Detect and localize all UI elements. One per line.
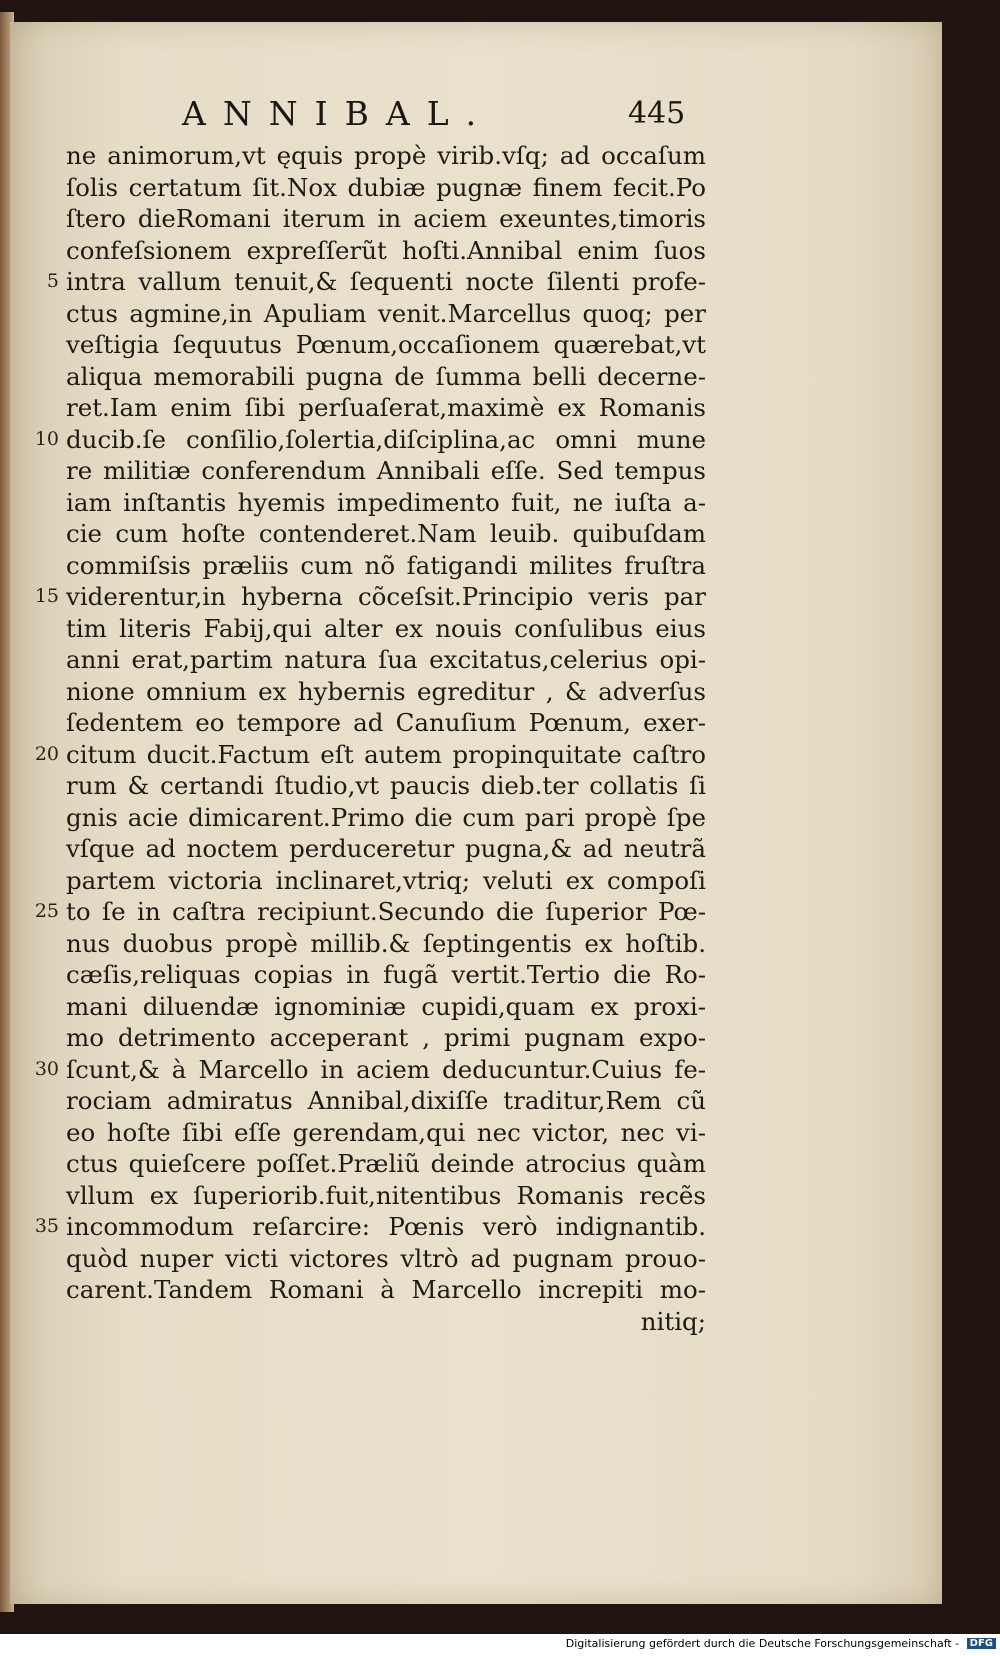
text-line: [66, 676, 706, 708]
text-line: [66, 172, 706, 204]
line-number: 35: [34, 1215, 59, 1237]
text-line: [66, 959, 706, 991]
line-text: cie cum hoſte contenderet.Nam leuib. quibuſdam: [66, 519, 706, 548]
text-line: [34, 581, 706, 613]
text-line: [34, 896, 706, 928]
text-line: [66, 833, 706, 865]
text-line: [66, 644, 706, 676]
line-text: ret.Iam enim ſibi perſuaſerat,maximè ex Romanis: [66, 393, 706, 422]
text-line: [66, 235, 706, 267]
text-line: [66, 1148, 706, 1180]
line-text: citum ducit.Factum eſt autem propinquitate caſtro: [66, 739, 706, 769]
line-text: ctus agmine,in Apuliam venit.Marcellus quoq; per: [66, 298, 706, 328]
line-text: rum & certandi ſtudio,vt paucis dieb.ter collatis ſi: [66, 771, 706, 800]
text-line: [66, 770, 706, 802]
text-line: [66, 802, 706, 834]
text-line: [66, 707, 706, 739]
line-text: ſtero dieRomani iterum in aciem exeuntes,timoris: [66, 204, 706, 233]
text-line: [66, 991, 706, 1023]
page-header: [10, 94, 942, 134]
line-text: vllum ex ſuperiorib.fuit,nitentibus Romanis recẽs: [66, 1180, 706, 1210]
line-text: carent.Tandem Romani à Marcello increpiti mo-: [66, 1275, 706, 1304]
footer-credit-text: Digitalisierung gefördert durch die Deutsche Forschungsgemeinschaft -: [565, 1637, 960, 1650]
text-line: [66, 329, 706, 361]
line-text: ctus quieſcere poſſet.Præliũ deinde atrocius quàm: [66, 1149, 706, 1178]
line-text: re militiæ conferendum Annibali eſſe. Sed tempus: [66, 456, 706, 485]
line-text: viderentur,in hyberna cõceſsit.Principio veris par: [66, 582, 706, 611]
text-line: [66, 865, 706, 897]
book-page: [10, 22, 942, 1604]
line-text: commiſsis præliis cum nõ fatigandi milites fruſtra: [66, 550, 706, 580]
text-line: [66, 613, 706, 645]
dfg-logo: DFG: [967, 1638, 996, 1649]
running-head: ANNIBAL.: [182, 94, 494, 133]
line-text: veſtigia ſequutus Pœnum,occaſionem quærebat,vt: [66, 330, 706, 359]
line-text: intra vallum tenuit,& ſequenti nocte ſilenti profe-: [66, 267, 706, 296]
text-line: [34, 1211, 706, 1243]
line-number: 10: [34, 427, 59, 450]
line-text: anni erat,partim natura ſua excitatus,celerius opi-: [66, 645, 706, 674]
text-line: [66, 455, 706, 487]
text-line: [66, 1243, 706, 1275]
text-line: [66, 487, 706, 519]
line-text: ducib.ſe conſilio,ſolertia,diſciplina,ac omni mune: [66, 424, 706, 454]
line-text: mani diluendæ ignominiæ cupidi,quam ex proxi-: [66, 991, 706, 1021]
text-line: [34, 1054, 706, 1086]
line-text: tim literis Fabij,qui alter ex nouis conſulibus eius: [66, 613, 706, 643]
line-text: cæſis,reliquas copias in fugã vertit.Tertio die Ro-: [66, 960, 706, 989]
line-text: rociam admiratus Annibal,dixiſſe traditur,Rem cũ: [66, 1086, 706, 1115]
line-text: nione omnium ex hybernis egreditur , & adverſus: [66, 676, 706, 706]
text-line: [66, 1117, 706, 1149]
line-text: ſedentem eo tempore ad Canuſium Pœnum, exer-: [66, 708, 706, 737]
line-number: 5: [46, 270, 59, 292]
text-line: [66, 1022, 706, 1054]
text-line: [66, 1274, 706, 1306]
catchword-line: [66, 1306, 706, 1338]
line-text: quòd nuper victi victores vltrò ad pugnam prouo-: [66, 1243, 706, 1273]
text-line: [66, 361, 706, 393]
line-text: to ſe in caſtra recipiunt.Secundo die ſuperior Pœ-: [66, 897, 706, 926]
line-text: ſolis certatum ſit.Nox dubiæ pugnæ finem fecit.Po: [66, 172, 706, 202]
line-text: gnis acie dimicarent.Primo die cum pari propè ſpe: [66, 802, 706, 832]
text-line: [66, 298, 706, 330]
line-text: mo detrimento acceperant , primi pugnam expo-: [66, 1023, 706, 1052]
line-text: partem victoria inclinaret,vtriq; veluti ex compoſi: [66, 865, 706, 895]
text-line: [66, 140, 706, 172]
line-text: nus duobus propè millib.& ſeptingentis ex hoſtib.: [66, 928, 706, 958]
text-line: [66, 928, 706, 960]
line-text: incommodum reſarcire: Pœnis verò indignantib.: [66, 1212, 706, 1241]
footer-bar: [0, 1634, 1000, 1656]
line-text: ne animorum,vt ęquis propè virib.vſq; ad occaſum: [66, 141, 706, 170]
page-number: 445: [628, 96, 686, 131]
footer-credit: [566, 1637, 996, 1650]
text-line: [66, 550, 706, 582]
text-line: [66, 1085, 706, 1117]
line-text: ſcunt,& à Marcello in aciem deducuntur.Cuius fe-: [66, 1054, 706, 1084]
line-text: iam inſtantis hyemis impedimento fuit, ne iuſta a-: [66, 487, 706, 517]
text-line: [66, 392, 706, 424]
text-line: [66, 518, 706, 550]
line-number: 30: [34, 1057, 59, 1080]
line-text: aliqua memorabili pugna de ſumma belli decerne-: [66, 361, 706, 391]
text-line: [46, 266, 706, 298]
text-block: [34, 140, 706, 1337]
line-text: vſque ad noctem perduceretur pugna,& ad neutrã: [66, 834, 706, 863]
text-line: [66, 203, 706, 235]
catchword: nitiq;: [640, 1306, 706, 1336]
line-number: 20: [34, 742, 59, 765]
text-line: [66, 1180, 706, 1212]
line-number: 15: [34, 585, 59, 607]
text-line: [34, 424, 706, 456]
line-number: 25: [34, 900, 59, 922]
text-line: [34, 739, 706, 771]
line-text: confeſsionem expreſſerũt hoſti.Annibal enim ſuos: [66, 235, 706, 265]
line-text: eo hoſte ſibi eſſe gerendam,qui nec victor, nec vi-: [66, 1117, 706, 1147]
